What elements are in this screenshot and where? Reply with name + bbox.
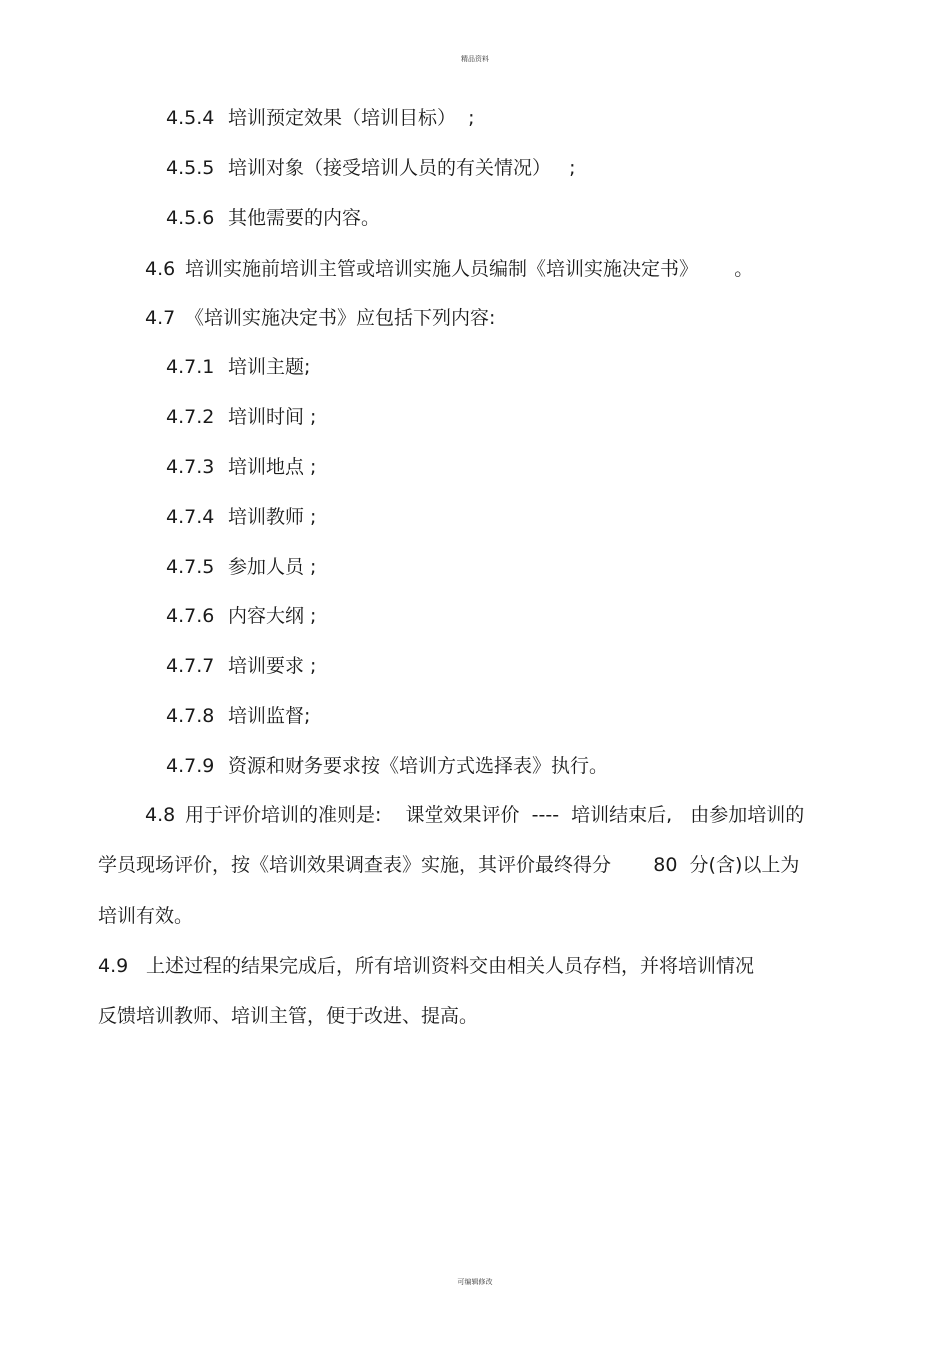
- list-item: [166, 555, 316, 579]
- list-item: [145, 306, 495, 330]
- item-number: 4.5.4: [166, 107, 215, 129]
- item-number: 4.5.6: [166, 207, 215, 229]
- item-number: 4.7.8: [166, 705, 215, 727]
- item-text: 培训地点 ;: [228, 456, 317, 478]
- item-text: 培训教师 ;: [228, 506, 317, 528]
- list-item: [166, 206, 380, 230]
- item-text: 参加人员 ;: [228, 556, 317, 578]
- item-number: 4.7.9: [166, 755, 215, 777]
- list-item: [166, 355, 310, 379]
- page-header: 精品资料: [461, 55, 489, 63]
- item-number: 4.7.5: [166, 556, 215, 578]
- item-number: 4.9: [98, 955, 129, 977]
- item-text: 内容大纲 ;: [228, 605, 317, 627]
- paragraph-text: 上述过程的结果完成后，所有培训资料交由相关人员存档，并将培训情况: [146, 955, 755, 977]
- item-text: 培训主题;: [228, 356, 311, 378]
- list-item: [145, 257, 753, 281]
- item-text: 其他需要的内容。: [228, 207, 381, 229]
- item-number: 4.5.5: [166, 157, 215, 179]
- paragraph-4-9-line-2: 反馈培训教师、培训主管，便于改进、提高。: [98, 1005, 479, 1027]
- item-text: 培训实施前培训主管或培训实施人员编制《培训实施决定书》 。: [185, 258, 754, 280]
- list-item: [166, 156, 576, 180]
- list-item: [166, 654, 316, 678]
- item-text: 培训时间 ;: [228, 406, 317, 428]
- item-number: 4.6: [145, 258, 176, 280]
- paragraph-text: 用于评价培训的准则是: 课堂效果评价 ---- 培训结束后, 由参加培训的: [185, 804, 805, 826]
- list-item: [166, 704, 310, 728]
- item-text: 资源和财务要求按《培训方式选择表》执行。: [228, 755, 609, 777]
- item-number: 4.7.4: [166, 506, 215, 528]
- item-number: 4.8: [145, 804, 176, 826]
- list-item: [166, 455, 316, 479]
- paragraph-4-9-line-1: [98, 954, 754, 978]
- item-number: 4.7.7: [166, 655, 215, 677]
- item-number: 4.7.6: [166, 605, 215, 627]
- paragraph-4-8-line-3: 培训有效。: [98, 905, 194, 927]
- list-item: [166, 505, 316, 529]
- item-text: 培训预定效果（培训目标） ;: [228, 107, 475, 129]
- page-footer: 可编辑修改: [457, 1278, 493, 1286]
- item-number: 4.7: [145, 307, 176, 329]
- paragraph-4-8-line-2: 学员现场评价，按《培训效果调查表》实施，其评价最终得分 80 分(含)以上为: [98, 854, 800, 876]
- item-text: 《培训实施决定书》应包括下列内容:: [185, 307, 496, 329]
- paragraph-4-8-line-1: [145, 803, 804, 827]
- item-number: 4.7.3: [166, 456, 215, 478]
- item-text: 培训要求 ;: [228, 655, 317, 677]
- list-item: [166, 106, 474, 130]
- item-number: 4.7.2: [166, 406, 215, 428]
- list-item: [166, 754, 608, 778]
- list-item: [166, 405, 316, 429]
- item-number: 4.7.1: [166, 356, 215, 378]
- item-text: 培训监督;: [228, 705, 311, 727]
- item-text: 培训对象（接受培训人员的有关情况） ;: [228, 157, 576, 179]
- list-item: [166, 604, 316, 628]
